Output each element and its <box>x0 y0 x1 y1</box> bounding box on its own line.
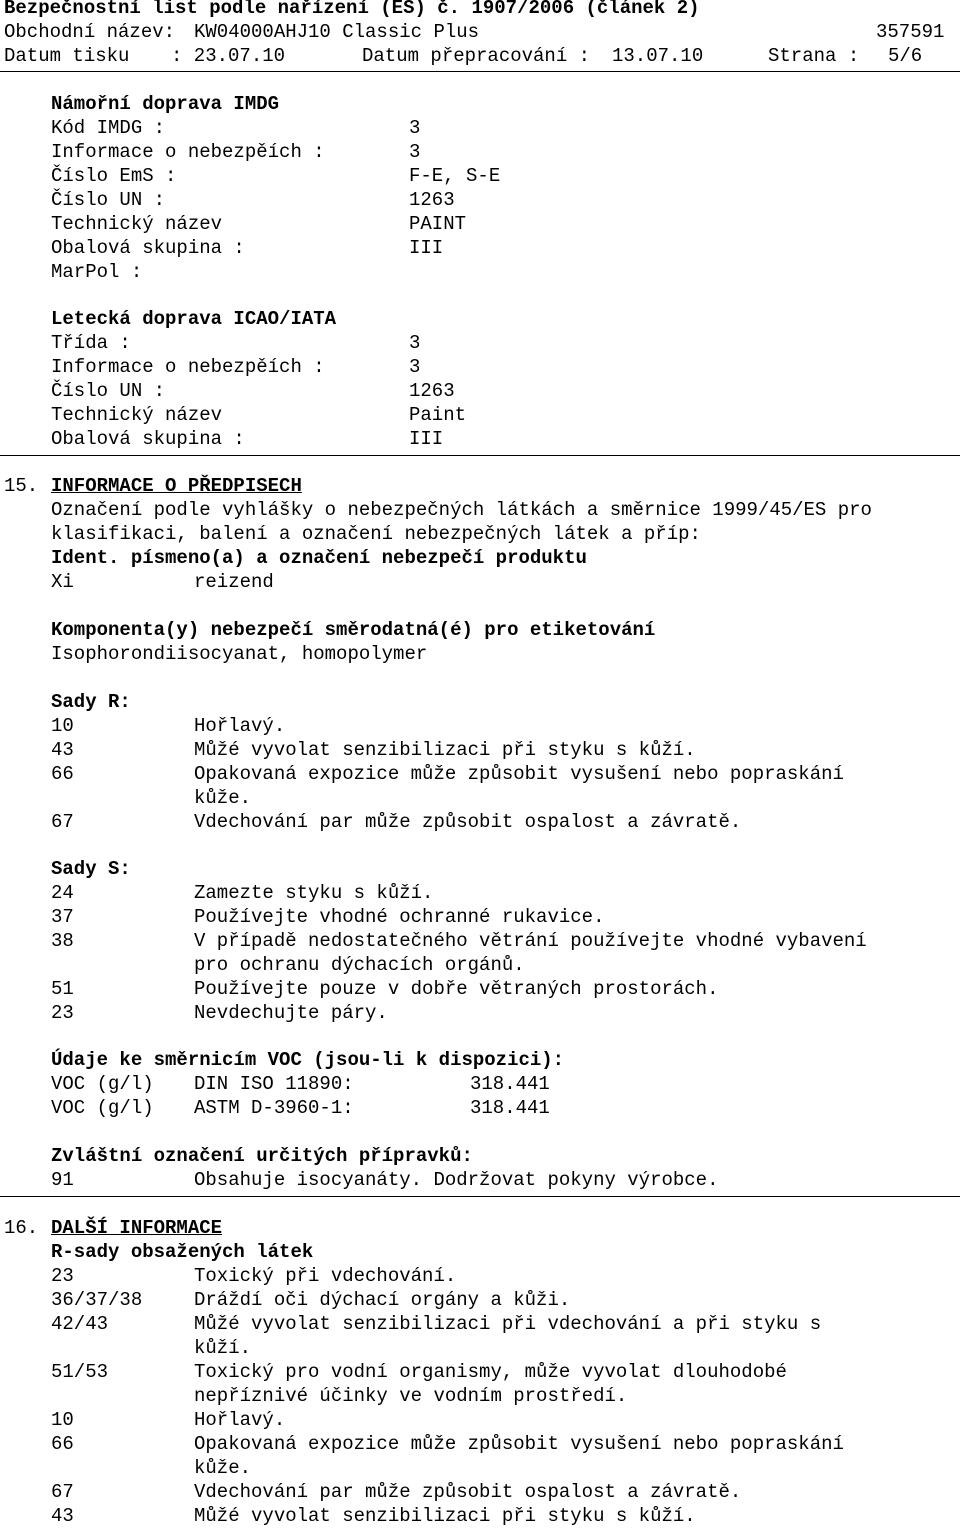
substance-r-phrase-code: 42/43 <box>51 1313 109 1335</box>
product-code: 357591 <box>876 21 945 43</box>
imdg-row-label: Informace o nebezpěích : <box>51 141 325 163</box>
r-phrases-heading: Sady R: <box>51 691 131 713</box>
print-date: : 23.07.10 <box>171 45 286 67</box>
s-phrase-text: Nevdechujte páry. <box>194 1002 388 1024</box>
icao-heading: Letecká doprava ICAO/IATA <box>51 308 337 330</box>
icao-row-label: Informace o nebezpěích : <box>51 356 325 378</box>
s-phrases-heading: Sady S: <box>51 858 131 880</box>
hazard-symbol-text: reizend <box>194 571 274 593</box>
page-label: Strana : <box>768 45 860 67</box>
s-phrase-code: 24 <box>51 882 74 904</box>
substance-r-phrase-text: nepříznivé účinky ve vodním prostředí. <box>194 1385 628 1407</box>
imdg-row-label: Technický název <box>51 213 223 235</box>
icao-row-value: III <box>409 428 444 450</box>
voc-heading: Údaje ke směrnicím VOC (jsou-li k dispozici): <box>51 1049 565 1071</box>
s-phrase-text: Zamezte styku s kůží. <box>194 882 434 904</box>
r-substances-heading: R-sady obsažených látek <box>51 1241 314 1263</box>
substance-r-phrase-code: 23 <box>51 1265 74 1287</box>
substance-r-phrase-code: 36/37/38 <box>51 1289 143 1311</box>
special-labeling-heading: Zvláštní označení určitých přípravků: <box>51 1145 473 1167</box>
substance-r-phrase-text: Můžé vyvolat senzibilizaci při vdechování a při styku s <box>194 1313 822 1335</box>
icao-row-value: Paint <box>409 404 467 426</box>
special-labeling-code: 91 <box>51 1169 74 1191</box>
trade-name-label: Obchodní název: <box>4 21 176 43</box>
substance-r-phrase-text: Můžé vyvolat senzibilizaci při styku s kůží. <box>194 1505 696 1527</box>
icao-row-label: Technický název <box>51 404 223 426</box>
s-phrase-code: 38 <box>51 930 74 952</box>
special-labeling-text: Obsahuje isocyanáty. Dodržovat pokyny výrobce. <box>194 1169 719 1191</box>
print-date-label: Datum tisku <box>4 45 130 67</box>
r-phrase-code: 10 <box>51 715 74 737</box>
substance-r-phrase-text: Vdechování par může způsobit ospalost a závratě. <box>194 1481 742 1503</box>
imdg-row-label: MarPol : <box>51 261 143 283</box>
r-phrase-text: Opakovaná expozice může způsobit vysušení nebo popraskání <box>194 763 844 785</box>
voc-row-2-method: ASTM D-3960-1: <box>194 1097 354 1119</box>
r-phrase-text: Vdechování par může způsobit ospalost a závratě. <box>194 811 742 833</box>
imdg-row-label: Číslo UN : <box>51 189 166 211</box>
revision-date: 13.07.10 <box>612 45 704 67</box>
icao-row-value: 3 <box>409 332 421 354</box>
substance-r-phrase-text: Hořlavý. <box>194 1409 286 1431</box>
substance-r-phrase-text: kůže. <box>194 1457 252 1479</box>
voc-row-1-value: 318.441 <box>470 1073 550 1095</box>
substance-r-phrase-text: Opakovaná expozice může způsobit vysušení nebo popraskání <box>194 1433 844 1455</box>
imdg-row-value: PAINT <box>409 213 467 235</box>
imdg-row-value: III <box>409 237 444 259</box>
ident-heading: Ident. písmeno(a) a označení nebezpečí produktu <box>51 547 587 569</box>
s-phrase-text: pro ochranu dýchacích orgánů. <box>194 954 525 976</box>
revision-label: Datum přepracování : <box>362 45 591 67</box>
substance-r-phrase-text: Toxický při vdechování. <box>194 1265 457 1287</box>
section-16-title: DALŠÍ INFORMACE <box>51 1217 223 1239</box>
regulation-intro-line2: klasifikaci, balení a označení nebezpečných látek a příp: <box>51 523 701 545</box>
r-phrase-text: kůže. <box>194 787 252 809</box>
section-16-number: 16. <box>4 1217 39 1239</box>
imdg-heading: Námořní doprava IMDG <box>51 93 280 115</box>
imdg-row-value: 1263 <box>409 189 455 211</box>
regulation-intro-line1: Označení podle vyhlášky o nebezpečných látkách a směrnice 1999/45/ES pro <box>51 499 872 521</box>
section-divider-16 <box>0 1196 960 1197</box>
substance-r-phrase-code: 43 <box>51 1505 74 1527</box>
icao-row-label: Třída : <box>51 332 131 354</box>
substance-r-phrase-code: 67 <box>51 1481 74 1503</box>
components-heading: Komponenta(y) nebezpečí směrodatná(é) pro etiketování <box>51 619 656 641</box>
r-phrase-code: 67 <box>51 811 74 833</box>
s-phrase-text: V případě nedostatečného větrání používejte vhodné vybavení <box>194 930 867 952</box>
voc-row-2-value: 318.441 <box>470 1097 550 1119</box>
substance-r-phrase-text: Toxický pro vodní organismy, může vyvolat dlouhodobé <box>194 1361 787 1383</box>
s-phrase-code: 51 <box>51 978 74 1000</box>
voc-row-2-label: VOC (g/l) <box>51 1097 154 1119</box>
imdg-row-value: 3 <box>409 117 421 139</box>
imdg-row-label: Číslo EmS : <box>51 165 177 187</box>
imdg-row-value: F-E, S-E <box>409 165 501 187</box>
substance-r-phrase-text: Dráždí oči dýchací orgány a kůži. <box>194 1289 571 1311</box>
r-phrase-code: 66 <box>51 763 74 785</box>
substance-r-phrase-code: 51/53 <box>51 1361 109 1383</box>
substance-r-phrase-code: 10 <box>51 1409 74 1431</box>
imdg-row-value: 3 <box>409 141 421 163</box>
s-phrase-code: 37 <box>51 906 74 928</box>
trade-name: KW04000AHJ10 Classic Plus <box>194 21 480 43</box>
voc-row-1-label: VOC (g/l) <box>51 1073 154 1095</box>
hazard-symbol: Xi <box>51 571 74 593</box>
r-phrase-text: Hořlavý. <box>194 715 286 737</box>
icao-row-value: 3 <box>409 356 421 378</box>
page-number: 5/6 <box>888 45 923 67</box>
section-15-number: 15. <box>4 475 39 497</box>
icao-row-label: Číslo UN : <box>51 380 166 402</box>
icao-row-value: 1263 <box>409 380 455 402</box>
r-phrase-code: 43 <box>51 739 74 761</box>
imdg-row-label: Kód IMDG : <box>51 117 166 139</box>
s-phrase-code: 23 <box>51 1002 74 1024</box>
section-divider-15 <box>0 455 960 456</box>
icao-row-label: Obalová skupina : <box>51 428 245 450</box>
imdg-row-label: Obalová skupina : <box>51 237 245 259</box>
components-text: Isophorondiisocyanat, homopolymer <box>51 643 428 665</box>
voc-row-1-method: DIN ISO 11890: <box>194 1073 354 1095</box>
s-phrase-text: Používejte pouze v dobře větraných prostorách. <box>194 978 719 1000</box>
substance-r-phrase-text: kůží. <box>194 1337 252 1359</box>
substance-r-phrase-code: 66 <box>51 1433 74 1455</box>
document-title: Bezpečnostní list podle nařízení (ES) č. 1907/2006 (článek 2) <box>4 0 700 19</box>
section-15-title: INFORMACE O PŘEDPISECH <box>51 475 302 497</box>
r-phrase-text: Můžé vyvolat senzibilizaci při styku s kůží. <box>194 739 696 761</box>
s-phrase-text: Používejte vhodné ochranné rukavice. <box>194 906 605 928</box>
header-divider <box>0 71 960 72</box>
